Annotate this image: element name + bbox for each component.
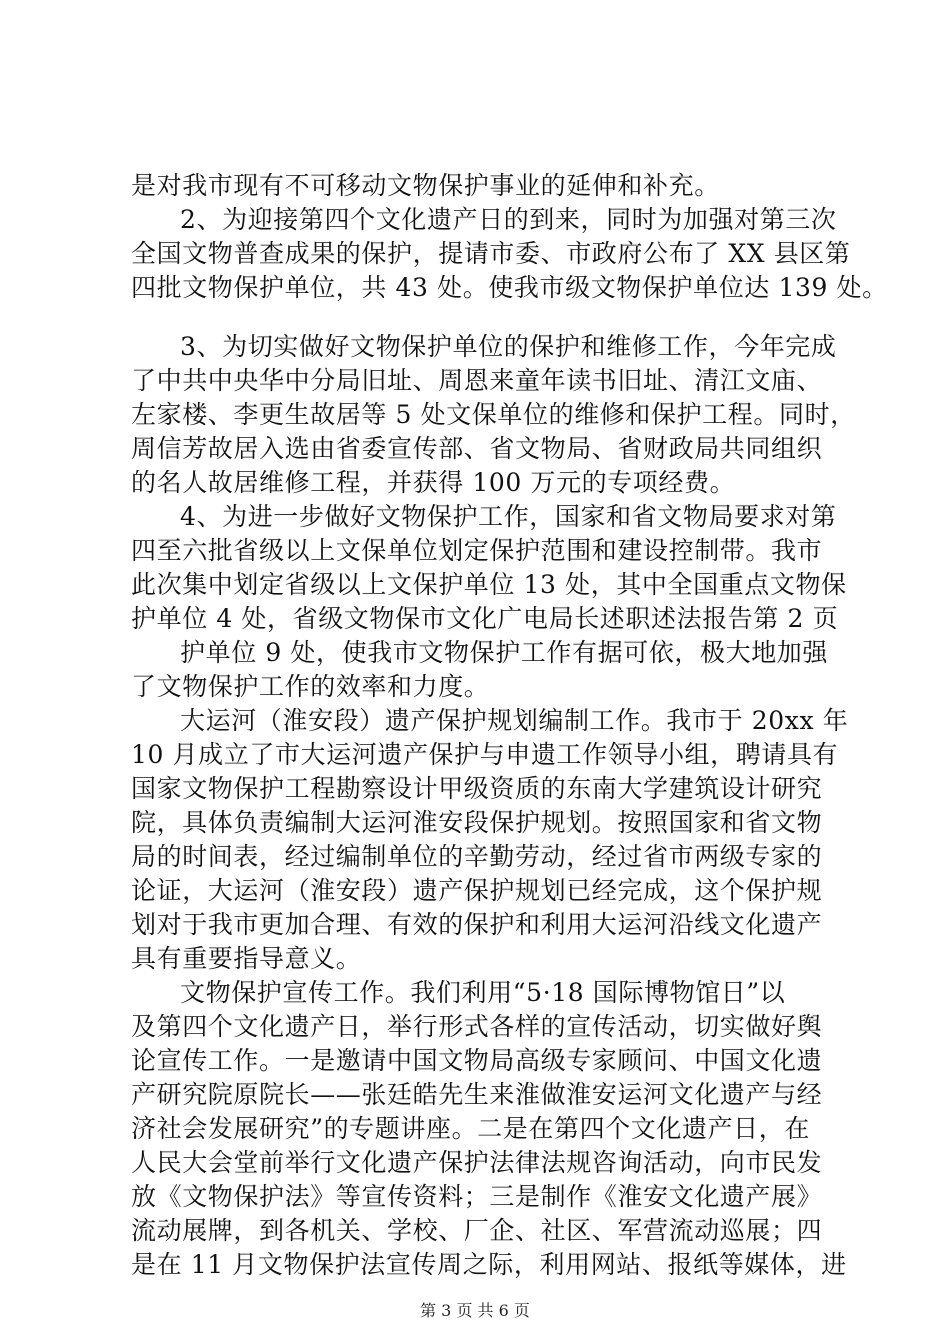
text-line: 国家文物保护工程勘察设计甲级资质的东南大学建筑设计研究 xyxy=(131,774,823,803)
text-line: 周信芳故居入选由省委宣传部、省文物局、省财政局共同组织 xyxy=(131,434,823,463)
text-line: 是在 11 月文物保护法宣传周之际，利用网站、报纸等媒体，进 xyxy=(131,1250,847,1279)
text-line: 流动展牌，到各机关、学校、厂企、社区、军营流动巡展；四 xyxy=(131,1216,823,1245)
text-line: 文物保护宣传工作。我们利用“5·18 国际博物馆日”以 xyxy=(180,978,786,1007)
text-line: 了中共中央华中分局旧址、周恩来童年读书旧址、清江文庙、 xyxy=(131,366,823,395)
text-line: 大运河（淮安段）遗产保护规划编制工作。我市于 20xx 年 xyxy=(180,706,849,735)
text-line: 局的时间表，经过编制单位的辛勤劳动，经过省市两级专家的 xyxy=(131,842,823,871)
text-line: 的名人故居维修工程，并获得 100 万元的专项经费。 xyxy=(131,468,736,497)
text-line: 论证，大运河（淮安段）遗产保护规划已经完成，这个保护规 xyxy=(131,876,823,905)
text-line: 是对我市现有不可移动文物保护事业的延伸和补充。 xyxy=(131,171,720,200)
text-line: 护单位 9 处，使我市文物保护工作有据可依，极大地加强 xyxy=(180,638,829,667)
text-line: 人民大会堂前举行文化遗产保护法律法规咨询活动，向市民发 xyxy=(131,1148,823,1177)
text-line: 2、为迎接第四个文化遗产日的到来，同时为加强对第三次 xyxy=(180,205,837,234)
text-line: 4、为进一步做好文物保护工作，国家和省文物局要求对第 xyxy=(180,502,837,531)
text-line: 了文物保护工作的效率和力度。 xyxy=(131,672,490,701)
text-line: 10 月成立了市大运河遗产保护与申遗工作领导小组，聘请具有 xyxy=(131,740,839,769)
text-line: 院，具体负责编制大运河淮安段保护规划。按照国家和省文物 xyxy=(131,808,823,837)
text-line: 论宣传工作。一是邀请中国文物局高级专家顾问、中国文化遗 xyxy=(131,1046,823,1075)
text-line: 及第四个文化遗产日，举行形式各样的宣传活动，切实做好舆 xyxy=(131,1012,823,1041)
text-line: 左家楼、李更生故居等 5 处文保单位的维修和保护工程。同时， xyxy=(131,400,856,429)
text-line: 济社会发展研究”的专题讲座。二是在第四个文化遗产日，在 xyxy=(131,1114,810,1143)
text-line: 四批文物保护单位，共 43 处。使我市级文物保护单位达 139 处。 xyxy=(131,273,888,302)
text-line: 此次集中划定省级以上文保护单位 13 处，其中全国重点文物保 xyxy=(131,570,847,599)
text-line: 产研究院原院长——张廷皓先生来淮做淮安运河文化遗产与经 xyxy=(131,1080,823,1109)
text-line: 四至六批省级以上文保单位划定保护范围和建设控制带。我市 xyxy=(131,536,823,565)
text-line: 划对于我市更加合理、有效的保护和利用大运河沿线文化遗产 xyxy=(131,910,823,939)
text-line: 3、为切实做好文物保护单位的保护和维修工作，今年完成 xyxy=(180,332,837,361)
text-line: 全国文物普查成果的保护，提请市委、市政府公布了 XX 县区第 xyxy=(131,239,851,268)
page-footer: 第 3 页 共 6 页 xyxy=(420,1301,530,1320)
text-line: 放《文物保护法》等宣传资料；三是制作《淮安文化遗产展》 xyxy=(131,1182,823,1211)
text-line: 具有重要指导意义。 xyxy=(131,944,362,973)
text-line: 护单位 4 处，省级文物保市文化广电局长述职述法报告第 2 页 xyxy=(131,604,839,633)
